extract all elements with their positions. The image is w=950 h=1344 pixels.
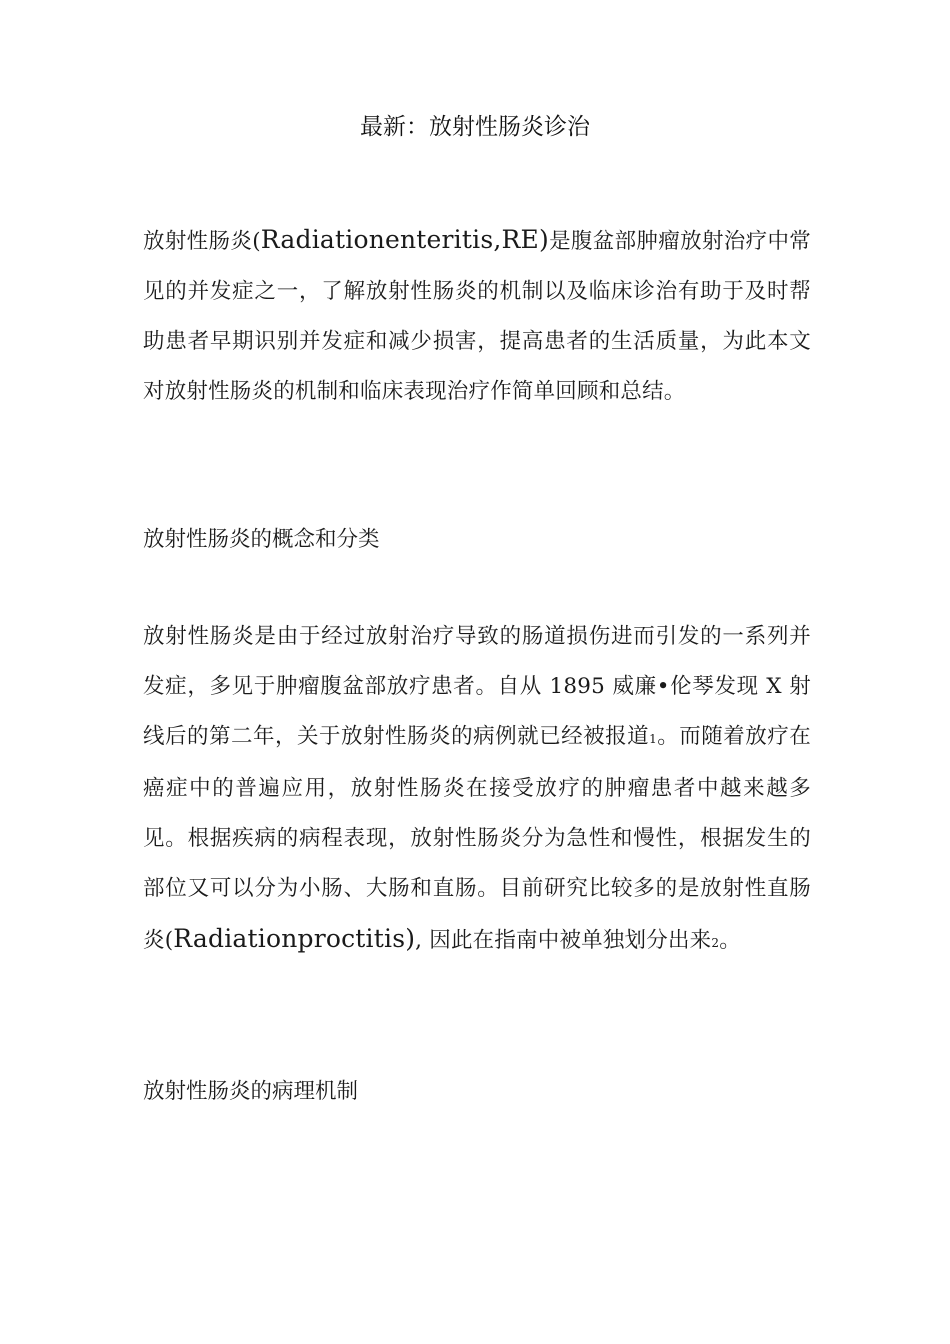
- section-heading-pathology: 放射性肠炎的病理机制: [143, 1079, 359, 1104]
- intro-term: Radiationenteritis,RE): [260, 225, 549, 254]
- concept-text-a: 放射性肠炎是由于经过放射治疗导致的肠道损伤进而引发的一系列并发症，多见于肿瘤腹盆部放疗患者。自从 1895 威廉•伦琴发现 X 射线后的第二年，关于放射性肠炎的病例就已经被报道: [143, 624, 811, 749]
- concept-text-c: , 因此在指南中被单独划分出来: [415, 928, 712, 953]
- concept-text-b: 。而随着放疗在癌症中的普遍应用，放射性肠炎在接受放疗的肿瘤患者中越来越多见。根据疾病的病程表现，放射性肠炎分为急性和慢性，根据发生的部位又可以分为小肠、大肠和直肠。目前研究比较多的是放射性直肠炎(: [143, 724, 812, 953]
- concept-term: Radiationproctitis): [173, 924, 416, 953]
- concept-text-d: 。: [719, 928, 741, 953]
- intro-text-after: 是腹盆部肿瘤放射治疗中常见的并发症之一，了解放射性肠炎的机制以及临床诊治有助于及时帮助患者早期识别并发症和减少损害，提高患者的生活质量，为此本文对放射性肠炎的机制和临床表现治疗作简单回顾和总结。: [143, 229, 812, 404]
- reference-marker-2: 2: [711, 936, 720, 950]
- document-title: 最新：放射性肠炎诊治: [360, 114, 590, 140]
- concept-paragraph: [143, 612, 811, 968]
- intro-text-before: 放射性肠炎(: [143, 229, 261, 254]
- section-heading-concept: 放射性肠炎的概念和分类: [143, 527, 380, 552]
- intro-paragraph: [143, 215, 811, 417]
- reference-marker-1: 1: [649, 732, 657, 746]
